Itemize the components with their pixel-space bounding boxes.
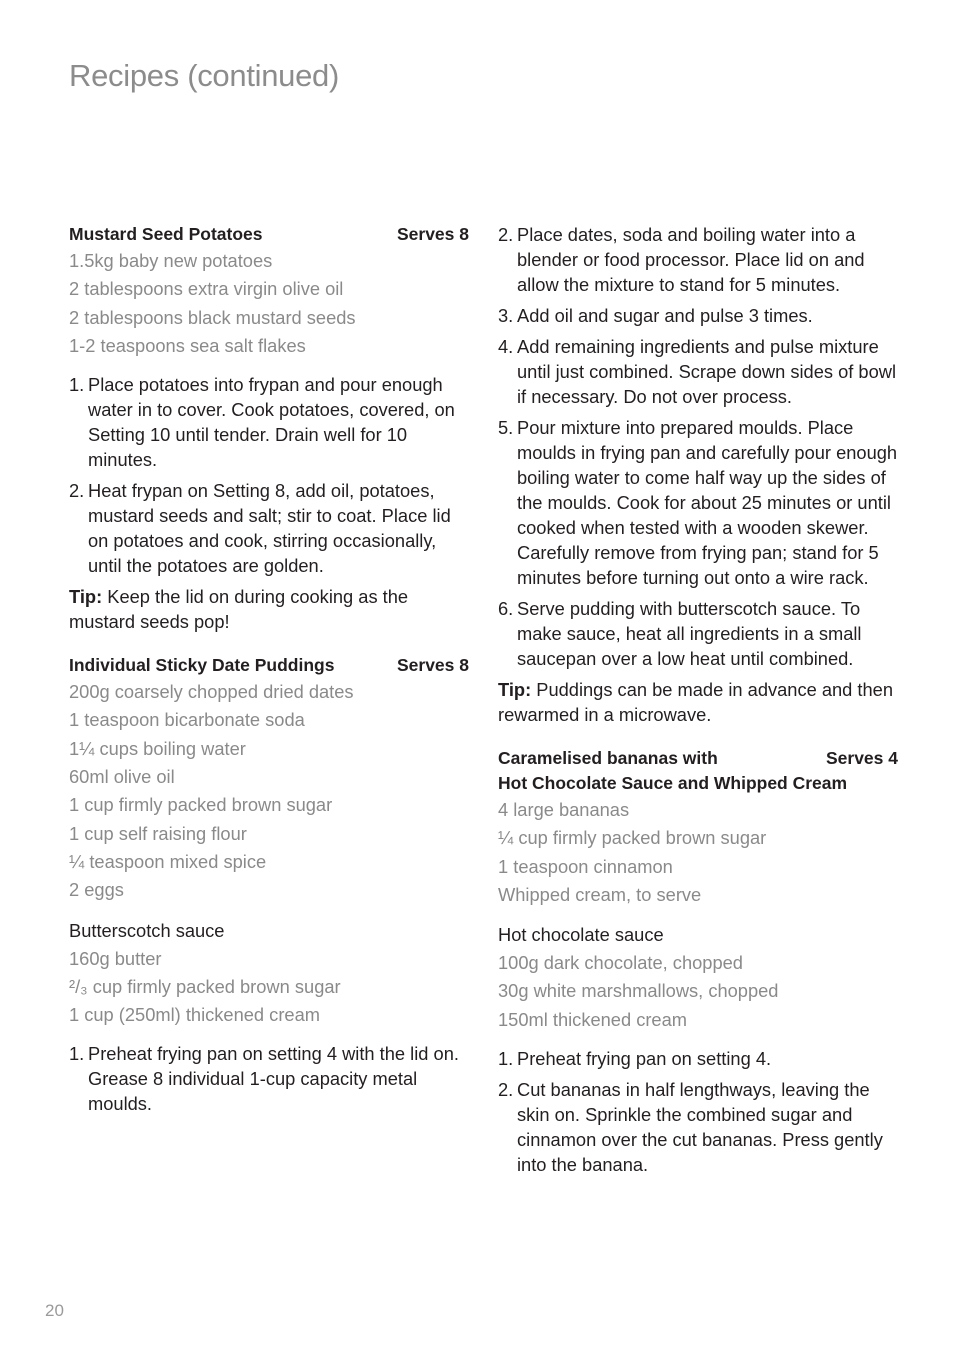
step-number: 2. xyxy=(498,1079,514,1101)
step-number: 4. xyxy=(498,336,514,357)
recipe-title: Mustard Seed Potatoes xyxy=(69,224,263,244)
ingredient-item: ¼ teaspoon mixed spice xyxy=(69,850,267,872)
step-text: Place potatoes into frypan and pour enough water in to cover. Cook potatoes, covered, on Setting 10 until tender. Drain well for 10 minutes. xyxy=(88,374,455,471)
step-text: Preheat frying pan on setting 4 with the lid on. Grease 8 individual 1-cup capacity metal moulds. xyxy=(88,1043,459,1115)
method-steps xyxy=(69,372,469,578)
step-text: Place dates, soda and boiling water into a blender or food processor. Place lid on and allow the mixture to stand for 5 minutes. xyxy=(517,224,865,295)
step-text: Add remaining ingredients and pulse mixture until just combined. Scrape down sides of bowl if necessary. Do not over process. xyxy=(517,336,897,407)
recipe-sticky-date-puddings xyxy=(69,653,469,1116)
method-step xyxy=(69,372,469,472)
step-text: Serve pudding with butterscotch sauce. To make sauce, heat all ingredients in a small saucepan over a low heat until combined. xyxy=(517,598,862,669)
ingredient-item: 150ml thickened cream xyxy=(498,1008,687,1030)
method-step xyxy=(498,1046,898,1071)
step-text: Cut bananas in half lengthways, leaving the skin on. Sprinkle the combined sugar and cinnamon over the cut bananas. Press gently into the banana. xyxy=(517,1079,883,1176)
right-column xyxy=(498,222,898,1183)
ingredient-item: 2 tablespoons extra virgin olive oil xyxy=(69,278,344,300)
step-text: Pour mixture into prepared moulds. Place moulds in frying pan and carefully pour enough boiling water to come half way up the sides of the moulds. Cook for about 25 minutes or until cooked when tested with a wooden skewer. Carefully remove from frying pan; stand for 5 minutes before turning out onto a wire rack. xyxy=(517,417,898,588)
ingredient-list xyxy=(69,247,469,360)
method-steps xyxy=(69,1041,469,1116)
ingredient-list xyxy=(69,678,469,904)
method-step xyxy=(498,415,898,590)
sauce-ingredient-list xyxy=(498,949,898,1034)
left-column xyxy=(69,222,469,1122)
ingredient-item: 1.5kg baby new potatoes xyxy=(69,250,273,271)
ingredient-item: 1¼ cups boiling water xyxy=(69,737,246,759)
ingredient-item: 60ml olive oil xyxy=(69,766,175,788)
ingredient-item: 1 teaspoon cinnamon xyxy=(498,855,673,877)
ingredient-item: 2 tablespoons black mustard seeds xyxy=(69,306,356,328)
step-text: Preheat frying pan on setting 4. xyxy=(517,1048,772,1070)
step-number: 1. xyxy=(498,1048,514,1070)
ingredient-item: Whipped cream, to serve xyxy=(498,883,702,905)
ingredient-item: ¼ cup firmly packed brown sugar xyxy=(498,827,767,849)
ingredient-item: 2 eggs xyxy=(69,879,124,901)
step-number: 1. xyxy=(69,374,85,396)
page-title: Recipes (continued) xyxy=(69,58,340,93)
page-number: 20 xyxy=(45,1301,64,1320)
tip-note xyxy=(69,584,469,634)
tip-label: Tip: xyxy=(69,586,103,608)
recipe-serves: Serves 4 xyxy=(825,748,898,768)
step-number: 2. xyxy=(69,480,85,502)
recipe-serves: Serves 8 xyxy=(396,655,469,676)
step-number: 2. xyxy=(498,224,514,245)
sauce-heading: Butterscotch sauce xyxy=(69,919,225,941)
method-step xyxy=(498,596,898,671)
method-step xyxy=(69,478,469,578)
ingredient-item: 200g coarsely chopped dried dates xyxy=(69,681,354,703)
recipe-subtitle xyxy=(498,771,898,796)
step-number: 1. xyxy=(69,1043,85,1065)
tip-label: Tip: xyxy=(498,679,532,700)
method-step xyxy=(69,1041,469,1116)
ingredient-item: 1 teaspoon bicarbonate soda xyxy=(69,709,305,731)
sauce-ingredient-list xyxy=(69,945,469,1030)
ingredient-item: 1-2 teaspoons sea salt flakes xyxy=(69,334,306,356)
method-step xyxy=(498,334,898,409)
ingredient-item: 1 cup self raising flour xyxy=(69,822,247,844)
recipe-title: Caramelised bananas with xyxy=(498,748,718,768)
method-step xyxy=(498,1077,898,1177)
recipe-header xyxy=(498,746,898,771)
recipe-mustard-seed-potatoes xyxy=(69,222,469,634)
ingredient-item: 100g dark chocolate, chopped xyxy=(498,952,743,974)
recipe-serves: Serves 8 xyxy=(396,224,469,244)
tip-text: Keep the lid on during cooking as the mustard seeds pop! xyxy=(69,586,409,633)
ingredient-item: ²/₃ cup firmly packed brown sugar xyxy=(69,975,341,997)
ingredient-item: 160g butter xyxy=(69,947,162,969)
ingredient-item: 30g white marshmallows, chopped xyxy=(498,980,779,1002)
ingredient-item: 4 large bananas xyxy=(498,799,630,820)
step-number: 5. xyxy=(498,417,514,438)
recipe-header xyxy=(69,222,469,247)
step-number: 6. xyxy=(498,598,514,619)
ingredient-list xyxy=(498,796,898,909)
tip-note xyxy=(498,677,898,727)
recipe-title-line2: Hot Chocolate Sauce and Whipped Cream xyxy=(498,773,848,793)
recipe-header xyxy=(69,653,469,678)
ingredient-item: 1 cup (250ml) thickened cream xyxy=(69,1004,320,1026)
method-steps-continued xyxy=(498,222,898,671)
method-step xyxy=(498,222,898,297)
recipe-title: Individual Sticky Date Puddings xyxy=(69,655,335,676)
sauce-heading: Hot chocolate sauce xyxy=(498,924,664,946)
method-steps xyxy=(498,1046,898,1177)
ingredient-item: 1 cup firmly packed brown sugar xyxy=(69,794,333,816)
method-step xyxy=(498,303,898,328)
step-text: Heat frypan on Setting 8, add oil, potatoes, mustard seeds and salt; stir to coat. Place lid on potatoes and cook, stirring occasionally, until the potatoes are golden. xyxy=(88,480,451,577)
tip-text: Puddings can be made in advance and then rewarmed in a microwave. xyxy=(498,679,894,725)
step-text: Add oil and sugar and pulse 3 times. xyxy=(517,305,813,326)
recipe-caramelised-bananas xyxy=(498,746,898,1177)
step-number: 3. xyxy=(498,305,514,326)
